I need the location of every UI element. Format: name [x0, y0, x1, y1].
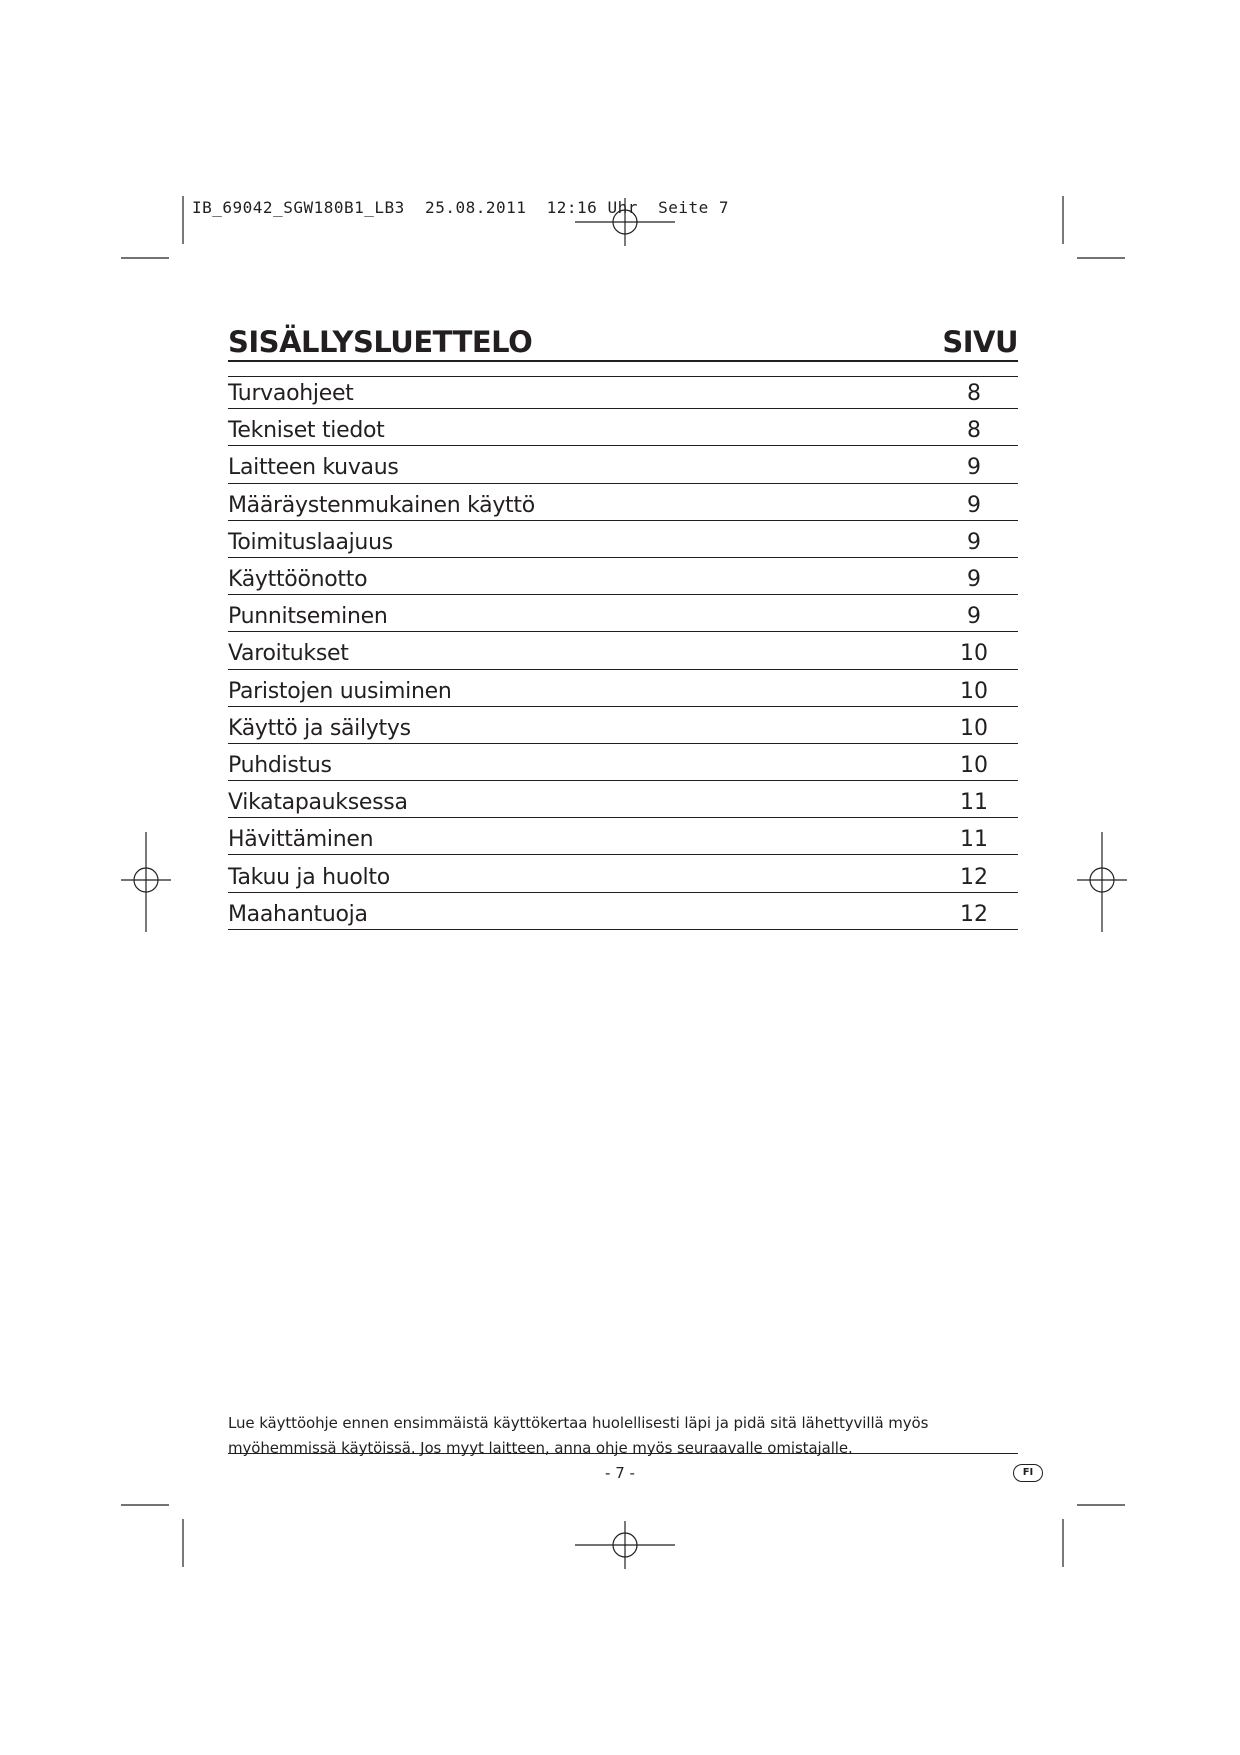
toc-entry-page: 10	[960, 641, 988, 667]
toc-entry-page: 12	[960, 901, 988, 927]
toc-entry-page: 8	[967, 381, 981, 407]
toc-entry-label: Paristojen uusiminen	[228, 678, 452, 704]
toc-entry-label: Varoitukset	[228, 641, 349, 667]
toc-entry-label: Maahantuoja	[228, 901, 368, 927]
toc-entry-page: 9	[967, 492, 981, 518]
toc-entry[interactable]	[228, 786, 1018, 818]
toc-entry-label: Laitteen kuvaus	[228, 455, 399, 481]
footer-divider	[228, 1453, 1018, 1454]
toc-page-column-label: SIVU	[942, 325, 1018, 359]
toc-entry[interactable]	[228, 489, 1018, 521]
toc-entry-page: 10	[960, 752, 988, 778]
read-instructions-notice: Lue käyttöohje ennen ensimmäistä käyttökertaa huolellisesti läpi ja pidä sitä lähettyvillä myös myöhemmissä käytöissä. Jos myyt laitteen, anna ohje myös seuraavalle omistajalle.	[228, 1414, 929, 1457]
toc-entry[interactable]	[228, 823, 1018, 855]
toc-entry-page: 10	[960, 715, 988, 741]
toc-entry[interactable]	[228, 451, 1018, 483]
toc-entry[interactable]	[228, 414, 1018, 446]
toc-list	[228, 376, 1018, 930]
toc-title: SISÄLLYSLUETTELO	[228, 325, 533, 359]
toc-entry-label: Käyttö ja säilytys	[228, 715, 411, 741]
toc-entry-page: 12	[960, 864, 988, 890]
toc-entry[interactable]	[228, 675, 1018, 707]
toc-entry-page: 9	[967, 604, 981, 630]
toc-entry-label: Käyttöönotto	[228, 567, 368, 593]
toc-entry[interactable]	[228, 526, 1018, 558]
print-slug: IB_69042_SGW180B1_LB3 25.08.2011 12:16 Uhr Seite 7	[192, 198, 730, 217]
toc-entry-page: 9	[967, 567, 981, 593]
toc-entry-label: Hävittäminen	[228, 827, 374, 853]
toc-entry-page: 9	[967, 529, 981, 555]
toc-entry-page: 9	[967, 455, 981, 481]
toc-entry-page: 11	[960, 790, 988, 816]
toc-header	[228, 318, 1018, 362]
toc-entry[interactable]	[228, 898, 1018, 930]
toc-entry[interactable]	[228, 860, 1018, 892]
toc-entry[interactable]	[228, 637, 1018, 669]
toc-entry-label: Toimituslaajuus	[228, 529, 393, 555]
language-badge: FI	[1013, 1464, 1043, 1482]
toc-entry-label: Puhdistus	[228, 752, 332, 778]
toc-entry-label: Takuu ja huolto	[228, 864, 390, 890]
toc-entry-label: Määräystenmukainen käyttö	[228, 492, 535, 518]
toc-entry-page: 10	[960, 678, 988, 704]
toc-entry[interactable]	[228, 563, 1018, 595]
toc-entry[interactable]	[228, 600, 1018, 632]
toc-entry[interactable]	[228, 377, 1018, 409]
toc-entry-label: Vikatapauksessa	[228, 790, 408, 816]
page-number: - 7 -	[605, 1464, 635, 1482]
toc-entry-label: Punnitseminen	[228, 604, 388, 630]
toc-entry-page: 8	[967, 418, 981, 444]
toc-entry[interactable]	[228, 712, 1018, 744]
table-of-contents	[228, 318, 1018, 930]
toc-entry-label: Turvaohjeet	[228, 381, 354, 407]
toc-entry-label: Tekniset tiedot	[228, 418, 385, 444]
toc-entry-page: 11	[960, 827, 988, 853]
toc-entry[interactable]	[228, 749, 1018, 781]
